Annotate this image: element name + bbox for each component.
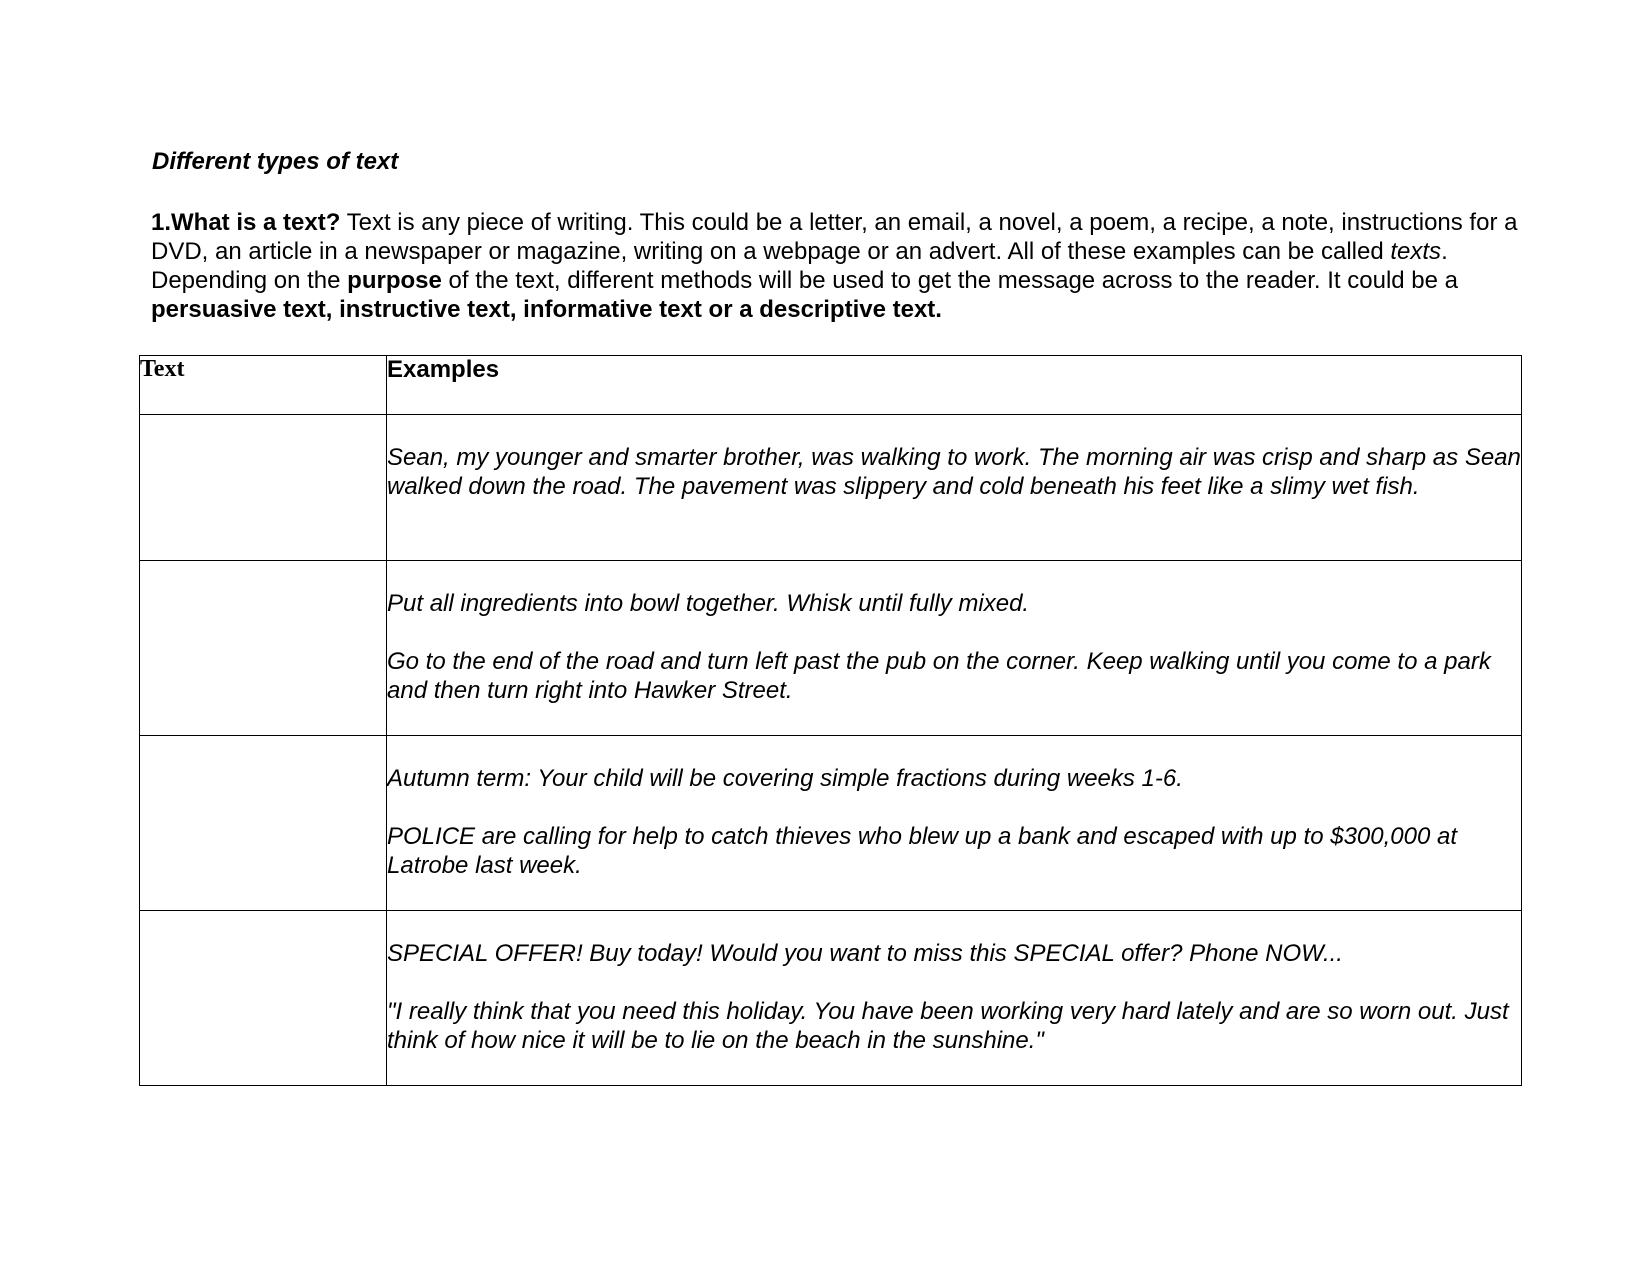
example-text: SPECIAL OFFER! Buy today! Would you want to miss this SPECIAL offer? Phone NOW... [387,940,1343,967]
text-types-table [139,355,1522,1086]
examples-cell-3 [387,736,1522,911]
text-type-cell-3[interactable] [140,736,387,911]
examples-cell-1 [387,415,1522,561]
intro-part-2: . Depending on the [151,238,1448,294]
example-text: Sean, my younger and smarter brother, was walking to work. The morning air was crisp and sharp as Sean walked down the road. The pavement was slippery and cold beneath his feet like a slimy wet fish. [387,444,1521,500]
intro-texts-word: texts [1390,238,1442,265]
examples-cell-2 [387,561,1522,736]
examples-cell-4 [387,911,1522,1086]
intro-part-1: Text is any piece of writing. This could be a letter, an email, a novel, a poem, a recipe, a note, instructions for a DVD, an article in a newspaper or magazine, writing on a webpage or an advert. All of these examples can be called [151,209,1518,265]
intro-text-types: persuasive text, instructive text, informative text or a descriptive text. [151,296,942,323]
intro-paragraph [151,208,1541,324]
table-row [140,736,1522,911]
intro-purpose-word: purpose [347,267,442,294]
table-row [140,415,1522,561]
intro-question: 1.What is a text? [151,209,341,236]
table-header-row [140,356,1522,415]
intro-part-3: of the text, different methods will be used to get the message across to the reader. It could be a [441,267,1459,294]
header-examples: Examples [387,356,1522,415]
example-text: "I really think that you need this holiday. You have been working very hard lately and are so worn out. Just think of how nice it will be to lie on the beach in the sunshine." [387,998,1509,1054]
header-text: Text [140,356,387,415]
table-row [140,911,1522,1086]
example-text: Put all ingredients into bowl together. Whisk until fully mixed. [387,590,1030,617]
example-text: POLICE are calling for help to catch thieves who blew up a bank and escaped with up to $300,000 at Latrobe last week. [387,823,1458,879]
text-type-cell-2[interactable] [140,561,387,736]
text-type-cell-4[interactable] [140,911,387,1086]
example-text: Autumn term: Your child will be covering simple fractions during weeks 1-6. [387,765,1183,792]
document-title: Different types of text [152,148,399,175]
table-row [140,561,1522,736]
text-type-cell-1[interactable] [140,415,387,561]
example-text: Go to the end of the road and turn left past the pub on the corner. Keep walking until you come to a park and then turn right into Hawker Street. [387,648,1491,704]
